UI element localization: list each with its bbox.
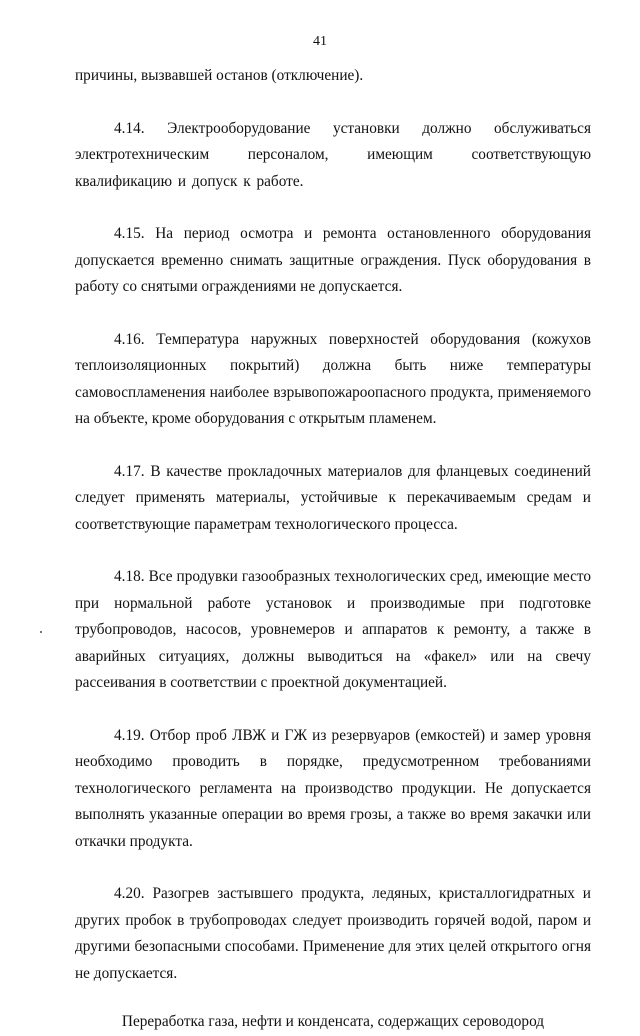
page-number: 41 (313, 34, 327, 49)
paragraph-4-18: 4.18. Все продувки газообразных технологических сред, имеющие место при нормальной работе установок и производимые при подготовке трубопроводов, насосов, уровнемеров и аппаратов к ремонту, а также в аварийных ситуациях, должны выводиться на «факел» или на свечу рассеивания в соответствии с проектной документацией. (75, 568, 591, 691)
paragraph-4-16: 4.16. Температура наружных поверхностей оборудования (кожухов теплоизоляционных покрытий) должна быть ниже температуры самовоспламенения наиболее взрывопожароопасного продукта, применяемого на объекте, кроме оборудования с открытым пламенем. (75, 330, 591, 427)
section-heading: Переработка газа, нефти и конденсата, содержащих сероводород (121, 1013, 545, 1030)
document-body (75, 63, 591, 1036)
paragraph-4-17: 4.17. В качестве прокладочных материалов для фланцевых соединений следует применять материалы, устойчивые к перекачиваемым средам и соответствующие параметрам технологического процесса. (75, 462, 591, 533)
paragraph-4-15: 4.15. На период осмотра и ремонта остановленного оборудования допускается временно снимать защитные ограждения. Пуск оборудования в работу со снятыми ограждениями не допускается. (75, 225, 591, 295)
paragraph-4-14: 4.14. Электрооборудование установки должно обслуживаться электротехническим персоналом, имеющим соответствующую квалификацию и допуск к работе. (75, 119, 591, 190)
paragraph-4-19: 4.19. Отбор проб ЛВЖ и ГЖ из резервуаров (емкостей) и замер уровня необходимо проводить в порядке, предусмотренном требованиями технологического регламента на производство продукции. Не допускается выполнять указанные операции во время грозы, а также во время закачки или откачки продукта. (75, 726, 591, 850)
paragraph-continuation: причины, вызвавшей останов (отключение). (75, 67, 364, 84)
paragraph-4-20: 4.20. Разогрев застывшего продукта, ледяных, кристаллогидратных и других пробок в трубопроводах следует производить горячей водой, паром и другими безопасными способами. Применение для этих целей открытого огня не допускается. (75, 885, 591, 982)
scan-speck (40, 631, 42, 633)
